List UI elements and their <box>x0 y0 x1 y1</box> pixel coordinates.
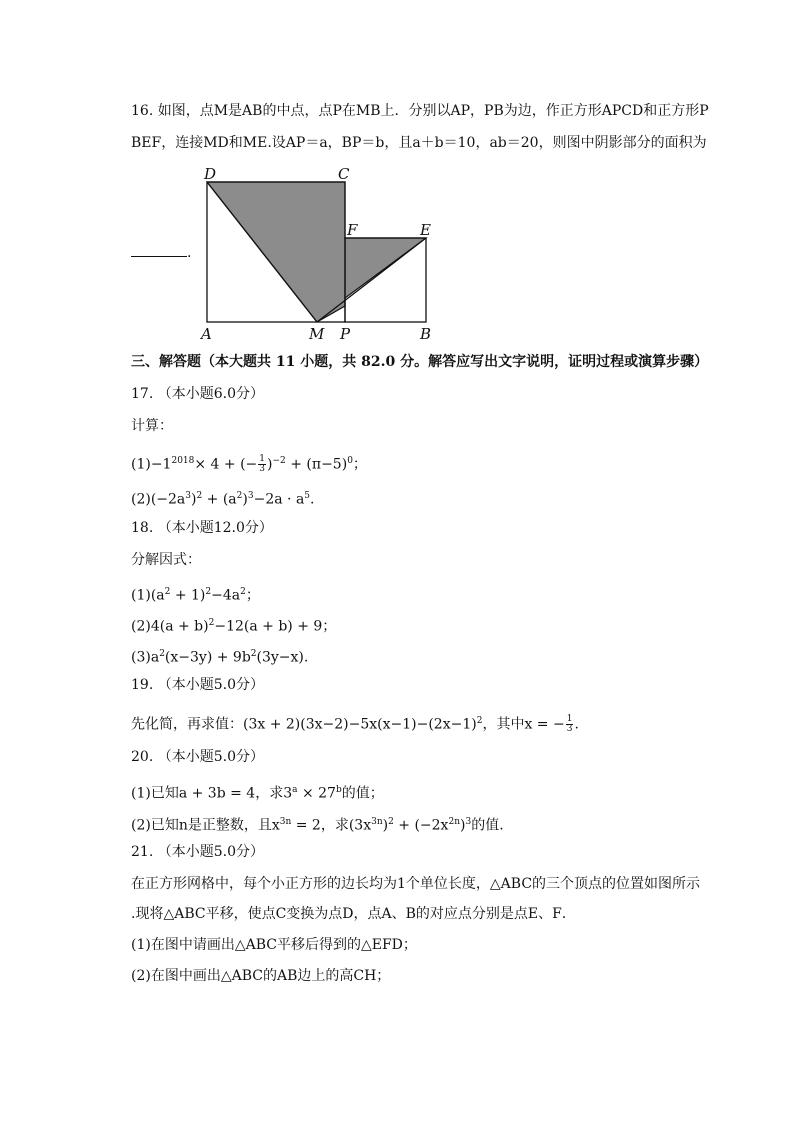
q18-header: 18. （本小题12.0分） <box>131 520 273 536</box>
q19-problem: 先化简，再求值：$(3x + 2)(3x-2)-5x(x-1)-(2x-1)^2$，其中x = − $\frac{1}{3}$ . <box>131 714 579 735</box>
q21-part-1: (1)在图中请画出△ABC平移后得到的△EFD； <box>131 937 417 953</box>
q21-part-2: (2)在图中画出△ABC的AB边上的高CH； <box>131 968 391 984</box>
fraction: $\frac{1}{3}$ <box>259 454 266 475</box>
q19-header: 19. （本小题5.0分） <box>131 677 264 693</box>
q18-part-3: $(3)a^2(x-3y) + 9b^2(3y-x)$. <box>131 649 309 666</box>
q18-part-1: $(1)(a^2 + 1)^2-4a^2$； <box>131 587 260 604</box>
label-c: C <box>338 165 350 183</box>
q16-line-1: 16. 如图，点M是AB的中点，点P在MB上．分别以AP，PB为边，作正方形APCD和正方形P <box>131 103 709 119</box>
q20-header: 20. （本小题5.0分） <box>131 749 264 765</box>
section-3-heading: 三、解答题（本大题共 11 小题，共 82.0 分。解答应写出文字说明，证明过程或演算步骤） <box>131 354 709 370</box>
q16-answer-line: . <box>131 242 191 263</box>
q16-line-2: BEF，连接MD和ME.设AP＝a，BP＝b，且a＋b＝10，ab＝20，则图中阴影部分的面积为 <box>131 135 707 151</box>
q17-intro: 计算： <box>131 418 173 434</box>
label-a: A <box>201 325 212 342</box>
q17-part-2: $(2)(-2a^3)^2 + (a^2)^3-2a \cdot a^5$. <box>131 491 315 508</box>
q18-part-2: $(2)4(a + b)^2-12(a + b) + 9$； <box>131 618 337 635</box>
geometry-figure <box>195 160 445 342</box>
q20-part-1: (1)已知a + 3b = 4，求$3^a \times 27^b$的值； <box>131 785 384 802</box>
q21-header: 21. （本小题5.0分） <box>131 844 264 860</box>
label-e: E <box>420 221 431 239</box>
answer-blank <box>131 242 187 257</box>
q21-line-2: .现将△ABC平移，使点C变换为点D，点A、B的对应点分别是点E、F． <box>131 906 576 922</box>
label-d: D <box>204 165 217 183</box>
fraction: $\frac{1}{3}$ <box>566 714 573 735</box>
shaded-region <box>207 182 426 322</box>
label-m: M <box>309 325 325 342</box>
q18-intro: 分解因式： <box>131 552 201 568</box>
q21-line-1: 在正方形网格中，每个小正方形的边长均为1个单位长度，△ABC的三个顶点的位置如图所示 <box>131 876 701 892</box>
q17-part-1: $(1)-1^{2018}\times 4$ + (− $\frac{1}{3}$ )$^{-2} + (\pi-5)^0$； <box>131 454 367 475</box>
q20-part-2: (2)已知n是正整数，且$x^{3n} = 2$，求$(3x^{3n})^2 + (-2x^{2n})^3$的值. <box>131 817 504 834</box>
label-b: B <box>420 325 432 342</box>
q17-header: 17. （本小题6.0分） <box>131 386 264 402</box>
label-p: P <box>340 325 351 342</box>
label-f: F <box>347 221 358 239</box>
